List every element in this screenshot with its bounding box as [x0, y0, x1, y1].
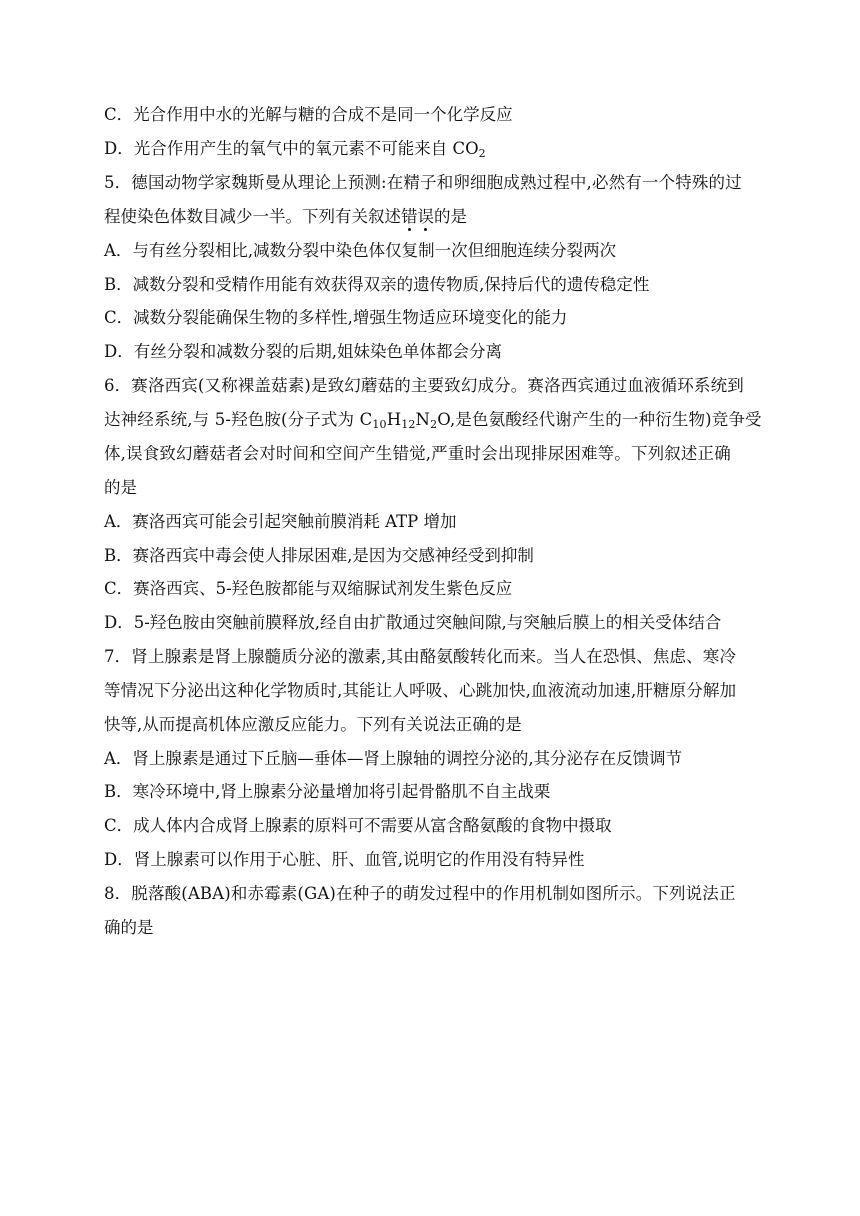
q6-stem-line-3: 体,误食致幻蘑菇者会对时间和空间产生错觉,严重时会出现排尿困难等。下列叙述正确	[104, 444, 731, 463]
formula-part: N	[415, 410, 431, 429]
formula-subscript: 12	[401, 418, 416, 431]
q7-stem-line-2: 等情况下分泌出这种化学物质时,其能让人呼吸、心跳加快,血液流动加速,肝糖原分解加	[104, 681, 737, 700]
q6-option-a: A．赛洛西宾可能会引起突触前膜消耗 ATP 增加	[104, 512, 457, 531]
q6-option-c: C．赛洛西宾、5-羟色胺都能与双缩脲试剂发生紫色反应	[104, 579, 513, 598]
q5-option-c: C．减数分裂能确保生物的多样性,增强生物适应环境变化的能力	[104, 308, 568, 327]
q5-stem-line-2	[104, 206, 772, 228]
q5-option-b: B．减数分裂和受精作用能有效获得双亲的遗传物质,保持后代的遗传稳定性	[104, 275, 650, 294]
emphasis-dot-char-2: 误	[417, 207, 434, 226]
formula-subscript: 2	[430, 418, 438, 431]
q5-stem-text: 程使染色体数目减少一半。下列有关叙述	[104, 207, 401, 226]
q5-option-a: A．与有丝分裂相比,减数分裂中染色体仅复制一次但细胞连续分裂两次	[104, 241, 617, 260]
q6-stem-line-2	[104, 409, 772, 431]
formula-part: H	[386, 410, 402, 429]
q4-option-d-text: D．光合作用产生的氧气中的氧元素不可能来自 CO	[104, 139, 479, 158]
q6-option-b: B．赛洛西宾中毒会使人排尿困难,是因为交感神经受到抑制	[104, 546, 534, 565]
q4-option-d	[104, 138, 772, 160]
q5-stem-tail: 的是	[434, 207, 467, 226]
q6-stem-line-4: 的是	[104, 478, 137, 497]
q6-option-d: D．5-羟色胺由突触前膜释放,经自由扩散通过突触间隙,与突触后膜上的相关受体结合	[104, 613, 722, 632]
q7-option-c: C．成人体内合成肾上腺素的原料可不需要从富含酪氨酸的食物中摄取	[104, 816, 612, 835]
q8-stem-line-2: 确的是	[104, 918, 154, 937]
q4-option-c: C．光合作用中水的光解与糖的合成不是同一个化学反应	[104, 105, 513, 124]
emphasis-dot-char-1: 错	[401, 207, 418, 226]
formula-subscript: 10	[372, 418, 387, 431]
q7-option-d: D．肾上腺素可以作用于心脏、肝、血管,说明它的作用没有特异性	[104, 850, 585, 869]
q6-stem-tail: O,是色氨酸经代谢产生的一种衍生物)竞争受	[437, 410, 762, 429]
q7-stem-line-1: 7．肾上腺素是肾上腺髓质分泌的激素,其由酪氨酸转化而来。当人在恐惧、焦虑、寒冷	[104, 647, 737, 666]
q6-stem-text: 达神经系统,与 5-羟色胺(分子式为 C	[104, 410, 373, 429]
q8-stem-line-1: 8．脱落酸(ABA)和赤霉素(GA)在种子的萌发过程中的作用机制如图所示。下列说法正	[104, 884, 736, 903]
q5-stem-line-1: 5．德国动物学家魏斯曼从理论上预测:在精子和卵细胞成熟过程中,必然有一个特殊的过	[104, 173, 742, 192]
q6-stem-line-1: 6．赛洛西宾(又称裸盖菇素)是致幻蘑菇的主要致幻成分。赛洛西宾通过血液循环系统到	[104, 376, 744, 395]
co2-subscript: 2	[478, 147, 486, 160]
q7-option-b: B．寒冷环境中,肾上腺素分泌量增加将引起骨骼肌不自主战栗	[104, 782, 551, 801]
q7-option-a: A．肾上腺素是通过下丘脑—垂体—肾上腺轴的调控分泌的,其分泌存在反馈调节	[104, 749, 683, 768]
q5-option-d: D．有丝分裂和减数分裂的后期,姐妹染色单体都会分离	[104, 342, 502, 361]
q7-stem-line-3: 快等,从而提高机体应激反应能力。下列有关说法正确的是	[104, 715, 522, 734]
